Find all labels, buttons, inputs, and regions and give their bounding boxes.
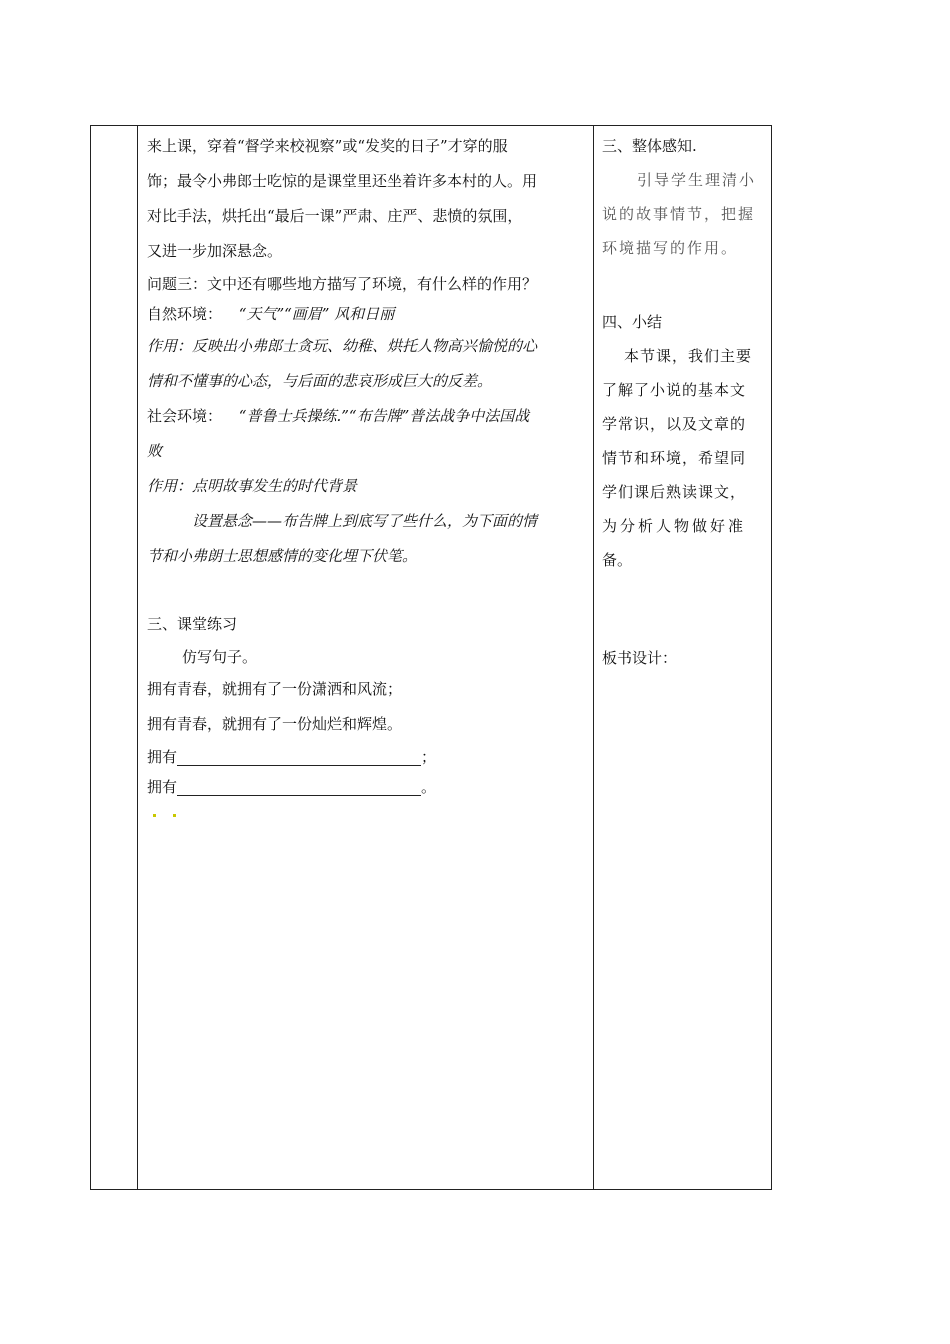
- section-heading-overall: 三、整体感知.: [602, 137, 697, 155]
- fill-suffix: ；: [421, 748, 437, 766]
- answer-blank-2[interactable]: [177, 777, 421, 796]
- summary-line: 学常识，以及文章的: [602, 415, 747, 433]
- column-divider-right: [593, 126, 594, 1189]
- spacer: [602, 577, 767, 641]
- content-line: 又进一步加深悬念。: [147, 242, 283, 260]
- summary-line: 本节课，我们主要: [624, 347, 753, 365]
- column-divider-left: [137, 126, 138, 1189]
- teaching-notes-column: [602, 129, 767, 675]
- fill-in-line-1: [147, 742, 591, 772]
- lesson-table: [90, 125, 772, 1190]
- section-heading-summary: 四、小结: [602, 313, 663, 331]
- fill-prefix: 拥有: [147, 748, 178, 766]
- spacer: [602, 265, 767, 305]
- summary-line: 为分析人物做好准: [602, 517, 747, 535]
- natural-env-label: 自然环境：: [147, 305, 223, 323]
- fill-in-line-2: [147, 772, 591, 802]
- summary-line: 情节和环境，希望同: [602, 449, 747, 467]
- social-environment: [147, 399, 591, 434]
- social-env-label: 社会环境：: [147, 407, 223, 425]
- effect-two: 作用：点明故事发生的时代背景: [147, 477, 358, 495]
- fill-prefix: 拥有: [147, 778, 178, 796]
- board-design-heading: 板书设计：: [602, 649, 678, 667]
- social-env-value: “普鲁士兵操练.”“布告牌”普法战争中法国战: [238, 407, 530, 425]
- example-sentence-1: 拥有青春，就拥有了一份潇洒和风流；: [147, 680, 403, 698]
- content-line: 对比手法，烘托出“最后一课”严肃、庄严、悲愤的氛围，: [147, 207, 523, 225]
- social-env-value-cont: 败: [147, 442, 163, 460]
- natural-environment: [147, 299, 591, 329]
- answer-blank-1[interactable]: [177, 747, 421, 766]
- suspense-line2: 节和小弗朗士思想感情的变化埋下伏笔。: [147, 547, 418, 565]
- content-line: 饰；最令小弗郎士吃惊的是课堂里还坐着许多本村的人。用: [147, 172, 538, 190]
- guide-line: 环境描写的作用。: [602, 239, 739, 257]
- practice-task: 仿写句子。: [182, 648, 258, 666]
- effect-one-line1: 作用：反映出小弗郎士贪玩、幼稚、烘托人物高兴愉悦的心: [147, 337, 538, 355]
- natural-env-value: “天气”“画眉” 风和日丽: [238, 305, 395, 323]
- content-line: 来上课，穿着“督学来校视察”或“发奖的日子”才穿的服: [147, 137, 508, 155]
- question-three: 问题三：文中还有哪些地方描写了环境，有什么样的作用？: [147, 275, 538, 293]
- spacer: [147, 574, 591, 607]
- effect-one-line2: 情和不懂事的心态，与后面的悲哀形成巨大的反差。: [147, 372, 493, 390]
- example-sentence-2: 拥有青春，就拥有了一份灿烂和辉煌。: [147, 715, 403, 733]
- summary-line: 学们课后熟读课文，: [602, 483, 747, 501]
- suspense-line1: 设置悬念——布告牌上到底写了些什么，为下面的情: [192, 512, 538, 530]
- practice-heading: 三、课堂练习: [147, 615, 238, 633]
- teaching-content-column: [147, 129, 591, 802]
- decorative-dots: [153, 814, 183, 820]
- fill-suffix: 。: [421, 778, 437, 796]
- summary-line: 备。: [602, 551, 633, 569]
- guide-line: 引导学生理清小: [637, 171, 757, 189]
- summary-line: 了解了小说的基本文: [602, 381, 747, 399]
- guide-line: 说的故事情节，把握: [602, 205, 756, 223]
